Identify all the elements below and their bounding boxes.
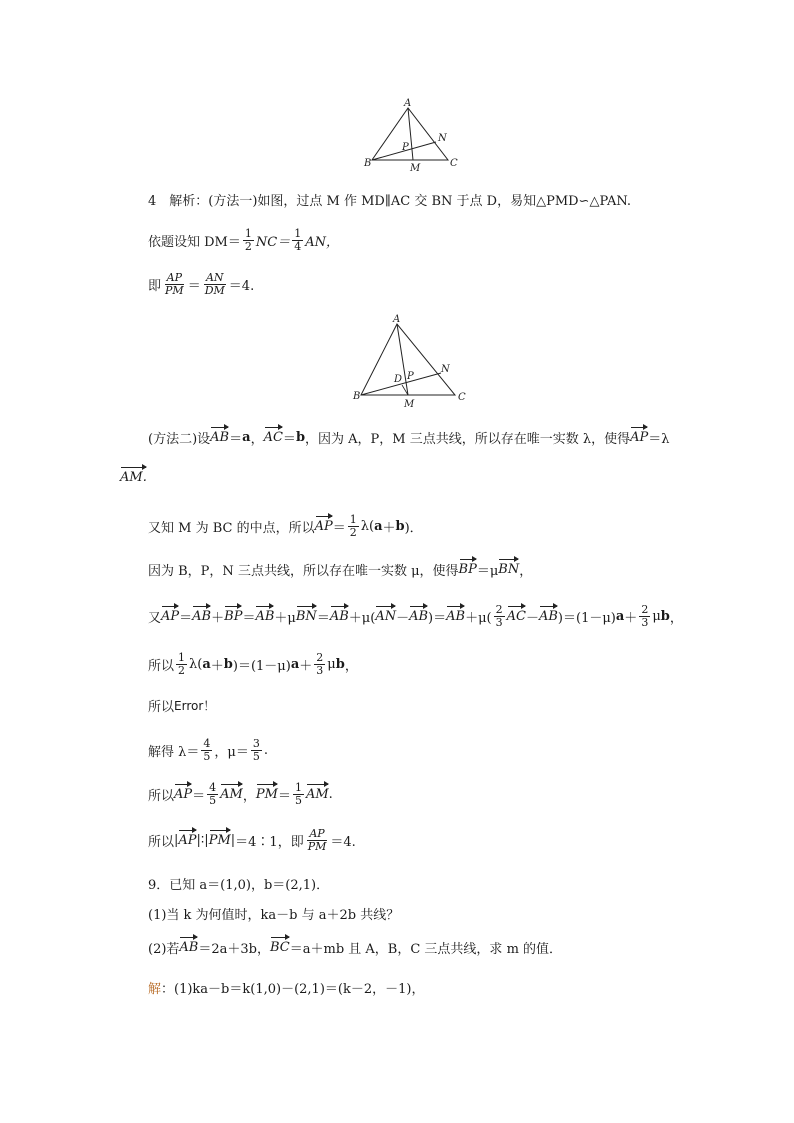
fraction-half: $\frac{1}{2}$ bbox=[244, 227, 252, 253]
fig1-label-a: A bbox=[404, 98, 412, 109]
fig2-label-m: M bbox=[404, 399, 415, 410]
text: AM. bbox=[120, 470, 147, 485]
text: 9．已知 a＝(1,0)，b＝(2,1)． bbox=[148, 878, 330, 893]
fraction-an-dm: $\frac{AN}{DM}$ bbox=[204, 271, 225, 297]
solution-label: 解 bbox=[148, 982, 162, 997]
text: 所以 bbox=[148, 835, 175, 850]
solution-4-method-2-line-4: 因为 B，P，N 三点共线，所以存在唯一实数 μ，使得 BP ＝μ BN ， bbox=[148, 562, 533, 579]
fig2-label-n: N bbox=[441, 364, 450, 375]
fig1-label-b: B bbox=[364, 158, 372, 169]
text: 依题设知 DM＝ bbox=[148, 235, 241, 250]
text: ，因为 A，P，M 三点共线，所以存在唯一实数 λ，使得 bbox=[305, 432, 631, 447]
problem-9-part-1 bbox=[148, 904, 399, 923]
fraction-quarter: $\frac{1}{4}$ bbox=[294, 227, 302, 253]
fig2-label-d: D bbox=[394, 374, 403, 385]
solution-4-method-2-line-9: 所以 AP ＝ $\frac{4}{5}$ AM ， PM ＝ $\frac{1}{5}$ AM . bbox=[148, 781, 333, 807]
fig2-label-c: C bbox=[458, 392, 466, 403]
fraction-ap-pm: $\frac{AP}{PM}$ bbox=[165, 271, 184, 297]
text: NC＝ bbox=[255, 235, 291, 250]
text: 解得 λ＝ bbox=[148, 745, 200, 760]
text: 4 解析：(方法一)如图，过点 M 作 MD∥AC 交 BN 于点 D，易知△PMD∽△PAN. bbox=[148, 194, 632, 209]
fig2-label-b: B bbox=[353, 391, 361, 402]
text: ＝4. bbox=[228, 279, 255, 294]
solution-4-method-2-line-8: 解得 λ＝ $\frac{4}{5}$ ，μ＝ $\frac{3}{5}$ . bbox=[148, 737, 268, 763]
text: 所以 bbox=[148, 789, 175, 804]
text: (2)若 bbox=[148, 942, 180, 957]
fig1-label-c: C bbox=[450, 158, 458, 169]
text: (方法二)设 bbox=[148, 432, 211, 447]
solution-4-method-2-line-1: (方法二)设 AB ＝ a ， AC ＝ b ，因为 A，P，M 三点共线，所以存在唯一实数 λ，使得 AP ＝λ bbox=[148, 430, 670, 447]
text: ＝4. bbox=[330, 835, 356, 850]
solution-4-method-2-line-7 bbox=[148, 696, 215, 715]
error-text: Error！ bbox=[174, 699, 216, 713]
triangle-figure-2 bbox=[345, 312, 480, 412]
solution-4-method-2-line-3: 又知 M 为 BC 的中点，所以 AP ＝ $\frac{1}{2}$ λ( a ＋ b )． bbox=[148, 513, 423, 539]
fig1-label-n: N bbox=[438, 133, 447, 144]
text: 所以 bbox=[148, 700, 175, 715]
solution-4-method-2-line-6: 所以 $\frac{1}{2}$ λ( a ＋ b )＝(1－μ) a ＋ $\frac{2}{3}$ μ b ， bbox=[148, 651, 358, 677]
solution-4-line-2 bbox=[148, 228, 339, 253]
text: ＝2a＋3b， bbox=[198, 942, 270, 957]
text: 又 bbox=[148, 611, 162, 626]
text: 所以 bbox=[148, 659, 175, 674]
text: AN， bbox=[305, 235, 339, 250]
solution-4-method-2-line-2 bbox=[120, 470, 147, 485]
problem-9-solution-line-1 bbox=[148, 978, 424, 997]
text: (1)当 k 为何值时，ka－b 与 a＋2b 共线？ bbox=[148, 908, 400, 923]
fig2-label-a: A bbox=[393, 314, 401, 325]
text: ＝4∶1，即 bbox=[235, 835, 304, 850]
text: 即 bbox=[148, 279, 162, 294]
fig1-label-p: P bbox=[402, 142, 409, 153]
text: ＝a＋mb 且 A，B，C 三点共线，求 m 的值． bbox=[289, 942, 563, 957]
text: 因为 B，P，N 三点共线，所以存在唯一实数 μ，使得 bbox=[148, 564, 459, 579]
problem-9-heading bbox=[148, 874, 329, 893]
triangle-figure-1 bbox=[360, 96, 470, 174]
solution-4-method-2-line-10: 所以 | AP |∶| PM | ＝4∶1，即 $\frac{AP}{PM}$ ＝4. bbox=[148, 827, 356, 853]
fig2-label-p: P bbox=[407, 371, 414, 382]
fig1-label-m: M bbox=[410, 163, 421, 174]
solution-4-line-3: 即 $\frac{AP}{PM}$ ＝ $\frac{AN}{DM}$ ＝4. bbox=[148, 271, 255, 297]
text: ：(1)ka－b＝k(1,0)－(2,1)＝(k－2，－1)， bbox=[161, 982, 425, 997]
solution-4-method-2-line-5: 又 AP ＝ AB ＋ BP ＝ AB ＋μ BN ＝ AB ＋μ( AN － AB )＝ AB ＋μ( $\frac{2}{3}$ AC － AB )＝(1－μ) a ＋ $\frac{2}{3}$ μ b ， bbox=[148, 603, 683, 629]
text: 又知 M 为 BC 的中点，所以 bbox=[148, 521, 315, 536]
solution-4-line-1 bbox=[148, 190, 631, 209]
problem-9-part-2: (2)若 AB ＝2a＋3b， BC ＝a＋mb 且 A，B，C 三点共线，求 m 的值． bbox=[148, 940, 563, 957]
